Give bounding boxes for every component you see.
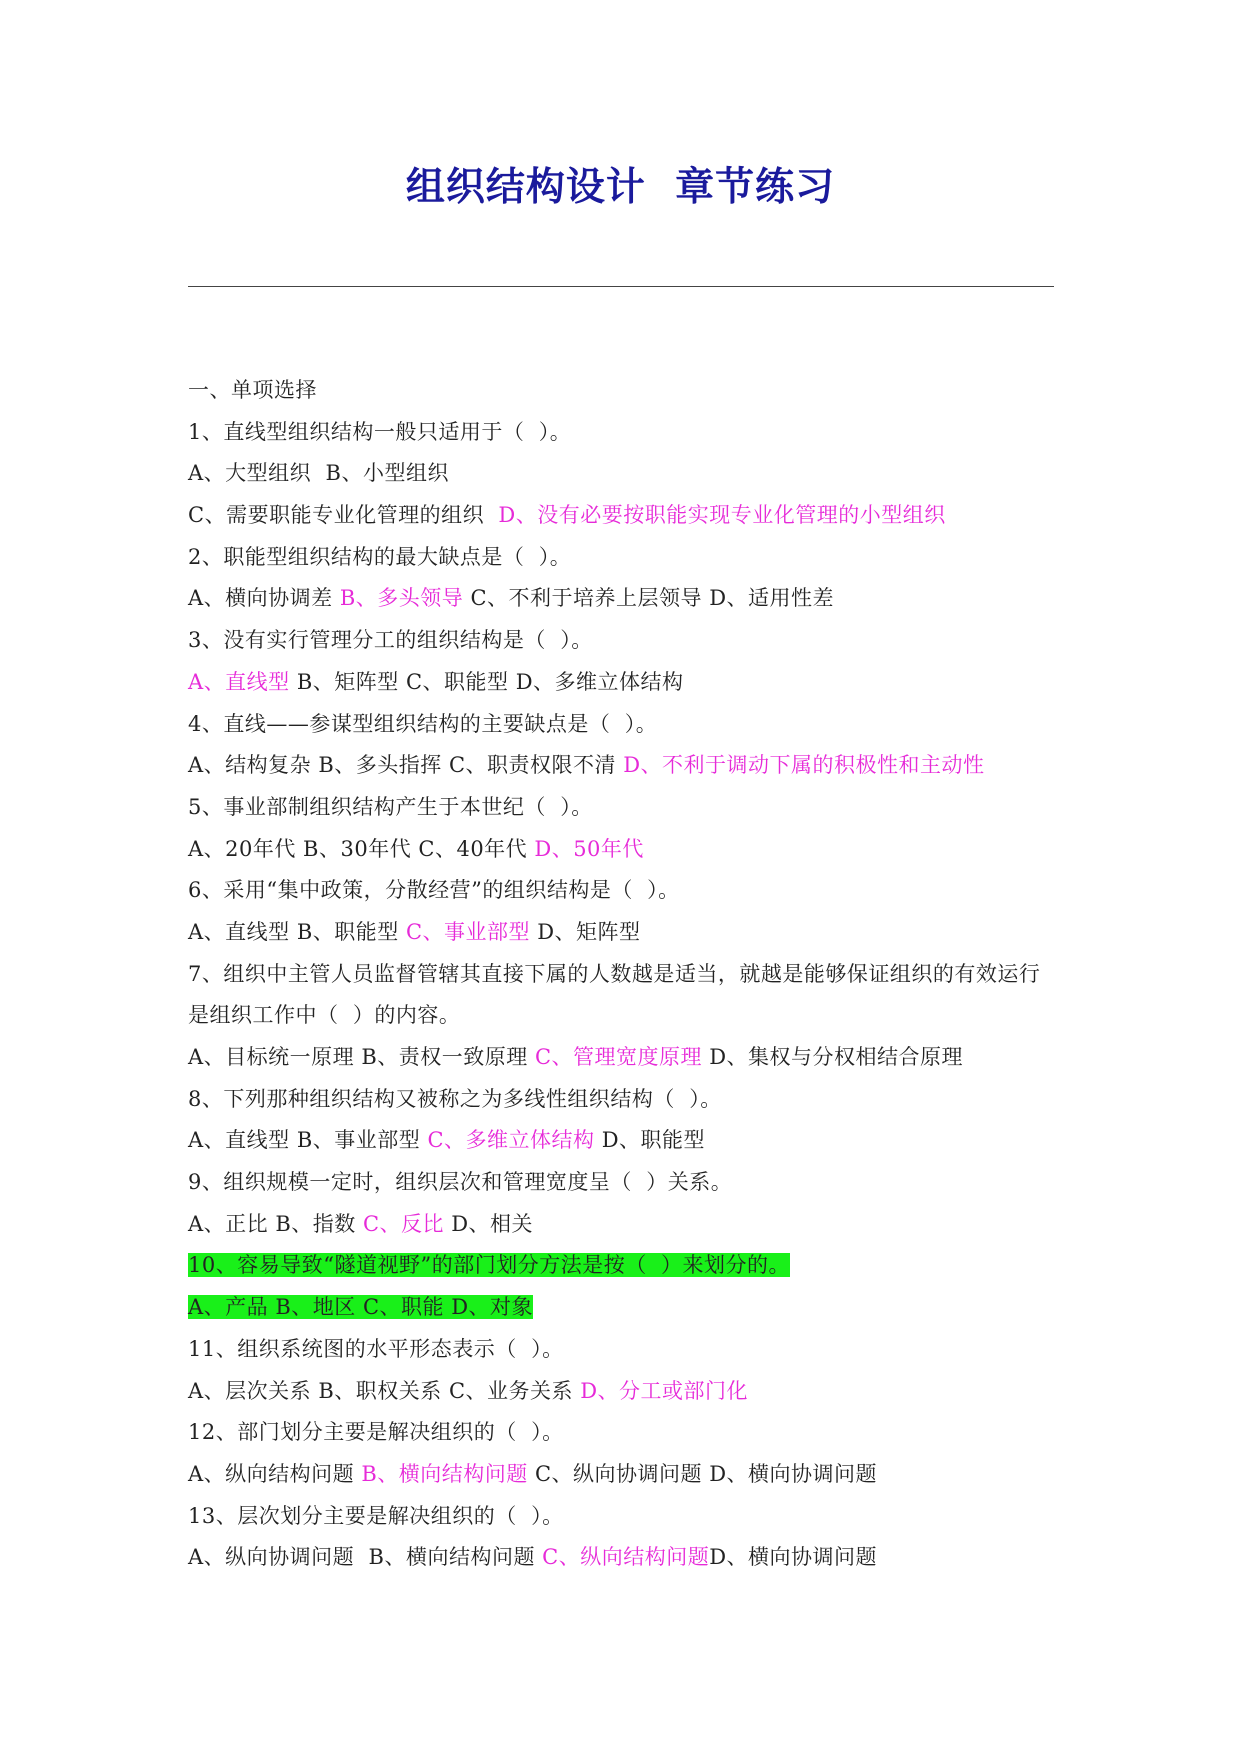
exercise-line (188, 662, 1068, 704)
exercise-line (188, 1454, 1068, 1496)
answer-text: D、50年代 (534, 836, 644, 861)
exercise-line (188, 1162, 1068, 1204)
section-heading (188, 370, 1068, 412)
question-text: A、横向协调差 (188, 586, 340, 611)
question-text: A、20年代 B、30年代 C、40年代 (188, 836, 535, 861)
question-text: A、纵向结构问题 (188, 1461, 362, 1486)
answer-text: C、反比 (362, 1211, 445, 1236)
question-text: 2、职能型组织结构的最大缺点是（ ）。 (188, 544, 572, 569)
question-text: 6、采用“集中政策，分散经营”的组织结构是（ ）。 (188, 878, 680, 903)
question-text: 9、组织规模一定时，组织层次和管理宽度呈（ ）关系。 (188, 1170, 733, 1195)
question-text: 11、组织系统图的水平形态表示（ ）。 (188, 1336, 564, 1361)
exercise-line (188, 1204, 1068, 1246)
exercise-line (188, 1120, 1068, 1162)
exercise-line (188, 912, 1068, 954)
exercise-line (188, 1496, 1068, 1538)
exercise-line (188, 495, 1068, 537)
question-text: 13、层次划分主要是解决组织的（ ）。 (188, 1503, 564, 1528)
exercise-line (188, 1537, 1068, 1579)
question-text: D、相关 (444, 1211, 534, 1236)
question-text: A、直线型 B、职能型 (188, 919, 406, 944)
exercise-line (188, 995, 1068, 1037)
question-text: D、集权与分权相结合原理 (702, 1045, 964, 1069)
exercise-content (188, 370, 1068, 1579)
exercise-line (188, 745, 1068, 787)
question-text: 一、单项选择 (188, 378, 317, 402)
answer-text: C、纵向结构问题 (542, 1545, 710, 1570)
question-text: A、目标统一原理 B、责权一致原理 (188, 1045, 535, 1069)
question-text: A、层次关系 B、职权关系 C、业务关系 (188, 1378, 581, 1403)
question-text: 3、没有实行管理分工的组织结构是（ ）。 (188, 628, 593, 653)
answer-text: C、管理宽度原理 (534, 1045, 703, 1069)
highlighted-text: 10、容易导致“隧道视野”的部门划分方法是按（ ）来划分的。 (188, 1253, 791, 1278)
exercise-line (188, 620, 1068, 662)
exercise-line (188, 704, 1068, 746)
question-text: B、矩阵型 C、职能型 D、多维立体结构 (289, 669, 684, 694)
exercise-line (188, 829, 1068, 871)
answer-text: C、多维立体结构 (427, 1128, 595, 1153)
exercise-line (188, 954, 1068, 996)
exercise-line (188, 453, 1068, 495)
answer-text: B、多头领导 (339, 586, 464, 611)
question-text: C、纵向协调问题 D、横向协调问题 (527, 1461, 878, 1486)
exercise-line (188, 787, 1068, 829)
answer-text: B、横向结构问题 (361, 1461, 528, 1486)
question-text: D、矩阵型 (530, 919, 641, 944)
exercise-line (188, 1245, 1068, 1287)
question-text: 4、直线——参谋型组织结构的主要缺点是（ ）。 (188, 711, 658, 736)
question-text: A、直线型 B、事业部型 (188, 1128, 428, 1153)
question-text: C、需要职能专业化管理的组织 (188, 503, 499, 528)
question-text: A、结构复杂 B、多头指挥 C、职责权限不清 (188, 753, 624, 778)
answer-text: A、直线型 (188, 669, 290, 694)
question-text: A、纵向协调问题 B、横向结构问题 (188, 1545, 543, 1570)
question-text: 7、组织中主管人员监督管辖其直接下属的人数越是适当，就越是能够保证组织的有效运行 (188, 961, 1041, 986)
question-text: A、大型组织 B、小型组织 (188, 461, 449, 486)
title-divider (188, 286, 1054, 287)
page-title: 组织结构设计 章节练习 (405, 165, 836, 210)
exercise-line (188, 1287, 1068, 1329)
highlighted-text: A、产品 B、地区 C、职能 D、对象 (188, 1295, 534, 1320)
answer-text: D、不利于调动下属的积极性和主动性 (623, 753, 985, 778)
exercise-line (188, 1037, 1068, 1079)
question-text: A、正比 B、指数 (188, 1211, 363, 1236)
exercise-line (188, 578, 1068, 620)
exercise-line (188, 537, 1068, 579)
exercise-line (188, 1371, 1068, 1413)
question-text: 是组织工作中（ ）的内容。 (188, 1003, 461, 1028)
answer-text: C、事业部型 (405, 919, 531, 944)
exercise-line (188, 1329, 1068, 1371)
exercise-line (188, 1079, 1068, 1121)
exercise-line (188, 1412, 1068, 1454)
question-text: D、横向协调问题 (709, 1545, 878, 1570)
exercise-line (188, 412, 1068, 454)
exercise-line (188, 870, 1068, 912)
answer-text: D、没有必要按职能实现专业化管理的小型组织 (498, 503, 946, 528)
question-text: 1、直线型组织结构一般只适用于（ ）。 (188, 419, 572, 444)
question-text: 12、部门划分主要是解决组织的（ ）。 (188, 1420, 564, 1445)
question-text: D、职能型 (594, 1128, 706, 1153)
answer-text: D、分工或部门化 (580, 1378, 749, 1403)
question-text: C、不利于培养上层领导 D、适用性差 (463, 586, 835, 611)
question-text: 5、事业部制组织结构产生于本世纪（ ）。 (188, 794, 593, 819)
question-text: 8、下列那种组织结构又被称之为多线性组织结构（ ）。 (188, 1086, 722, 1111)
